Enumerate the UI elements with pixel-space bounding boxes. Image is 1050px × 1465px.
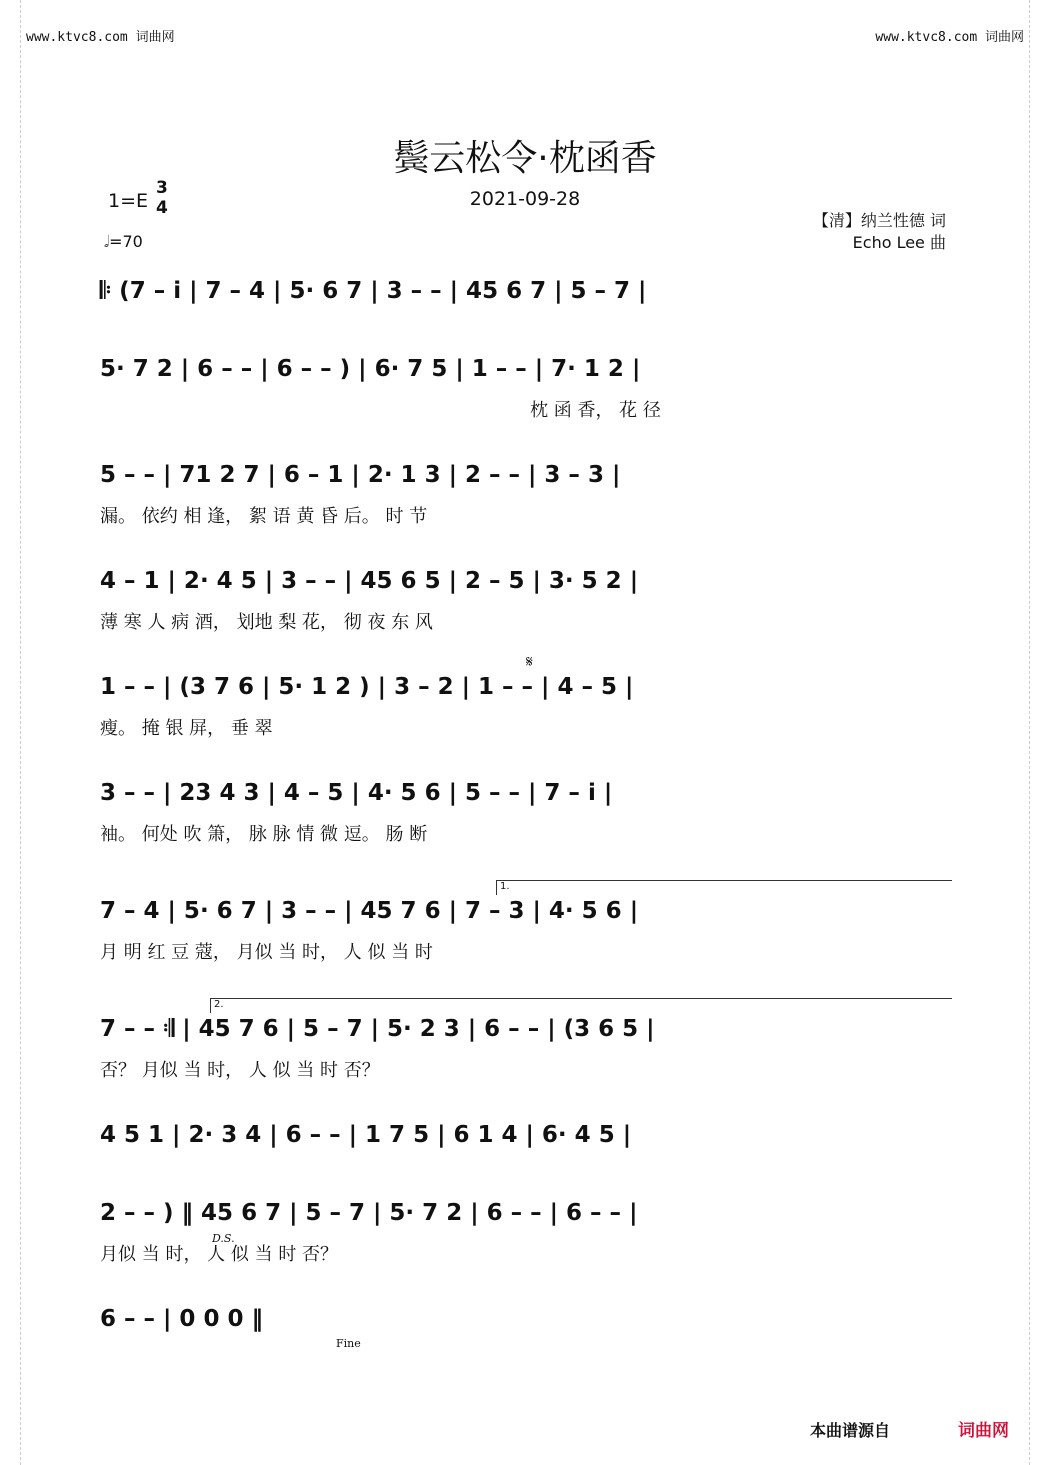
tempo-marking: 𝅗𝅥=70 xyxy=(104,232,143,251)
segno-sign: 𝄋 xyxy=(526,652,533,671)
lyricist: 【清】纳兰性德 词 xyxy=(812,211,946,230)
credits xyxy=(813,210,946,254)
score-line-10: 2 – – ) ‖ 45 6 7 | 5 – 7 | 5· 7 2 | 6 – – | 6 – – | xyxy=(100,1200,638,1226)
lyrics-line-3: 漏。 依约 相 逢， 絮 语 黄 昏 后。 时 节 xyxy=(100,506,428,527)
lyrics-line-5: 瘦。 掩 银 屏， 垂 翠 xyxy=(100,718,273,739)
lyrics-line-2: 枕 函 香， 花 径 xyxy=(530,400,661,421)
score-line-8: 7 – – 𝄇 | 45 7 6 | 5 – 7 | 5· 2 3 | 6 – – | (3 6 5 | xyxy=(100,1016,655,1042)
time-sig-top: 3 xyxy=(156,178,168,198)
footer-site-link[interactable]: 词曲网 xyxy=(958,1421,1009,1441)
song-date: 2021-09-28 xyxy=(469,188,581,210)
score-line-9: 4 5 1 | 2· 3 4 | 6 – – | 1 7 5 | 6 1 4 | 6· 4 5 | xyxy=(100,1122,632,1148)
score-line-1: 𝄆 (7 – i | 7 – 4 | 5· 6 7 | 3 – – | 45 6 7 | 5 – 7 | xyxy=(100,278,647,304)
time-sig-bottom: 4 xyxy=(156,198,168,218)
volta-1: 1. xyxy=(496,880,952,895)
left-margin-strip xyxy=(6,0,21,1465)
lyrics-line-7: 月 明 红 豆 蔻， 月似 当 时， 人 似 当 时 xyxy=(100,942,433,963)
footer-source-label: 本曲谱源自 xyxy=(810,1421,891,1440)
score-line-2: 5· 7 2 | 6 – – | 6 – – ) | 6· 7 5 | 1 – – | 7· 1 2 | xyxy=(100,356,641,382)
ds-marking: D.S. xyxy=(212,1232,235,1245)
time-signature xyxy=(156,178,168,218)
key-signature: 1=E xyxy=(108,190,149,212)
score-line-11: 6 – – | 0 0 0 ‖ xyxy=(100,1306,263,1332)
volta-2: 2. xyxy=(210,998,952,1013)
score-line-4: 4 – 1 | 2· 4 5 | 3 – – | 45 6 5 | 2 – 5 | 3· 5 2 | xyxy=(100,568,639,594)
score-line-6: 3 – – | 23 4 3 | 4 – 5 | 4· 5 6 | 5 – – | 7 – i | xyxy=(100,780,613,806)
score-line-7: 7 – 4 | 5· 6 7 | 3 – – | 45 7 6 | 7 – 3 | 4· 5 6 | xyxy=(100,898,639,924)
composer: Echo Lee 曲 xyxy=(852,233,946,252)
score-line-5: 1 – – | (3 7 6 | 5· 1 2 ) | 3 – 2 | 1 – – | 4 – 5 | xyxy=(100,674,634,700)
fine-marking: Fine xyxy=(336,1337,361,1350)
lyrics-line-4: 薄 寒 人 病 酒， 划地 梨 花， 彻 夜 东 风 xyxy=(100,612,433,633)
lyrics-line-8: 否？ 月似 当 时， 人 似 当 时 否？ xyxy=(100,1060,380,1081)
song-title: 鬓云松令·枕函香 xyxy=(393,138,657,179)
lyrics-line-6: 袖。 何处 吹 箫， 脉 脉 情 微 逗。 肠 断 xyxy=(100,824,428,845)
lyrics-line-10: 月似 当 时， 人 似 当 时 否？ xyxy=(100,1244,339,1265)
right-margin-strip xyxy=(1029,0,1044,1465)
header-left-link[interactable]: www.ktvc8.com 词曲网 xyxy=(26,30,175,45)
header-right-link[interactable]: www.ktvc8.com 词曲网 xyxy=(875,30,1024,45)
score-line-3: 5 – – | 71 2 7 | 6 – 1 | 2· 1 3 | 2 – – | 3 – 3 | xyxy=(100,462,621,488)
